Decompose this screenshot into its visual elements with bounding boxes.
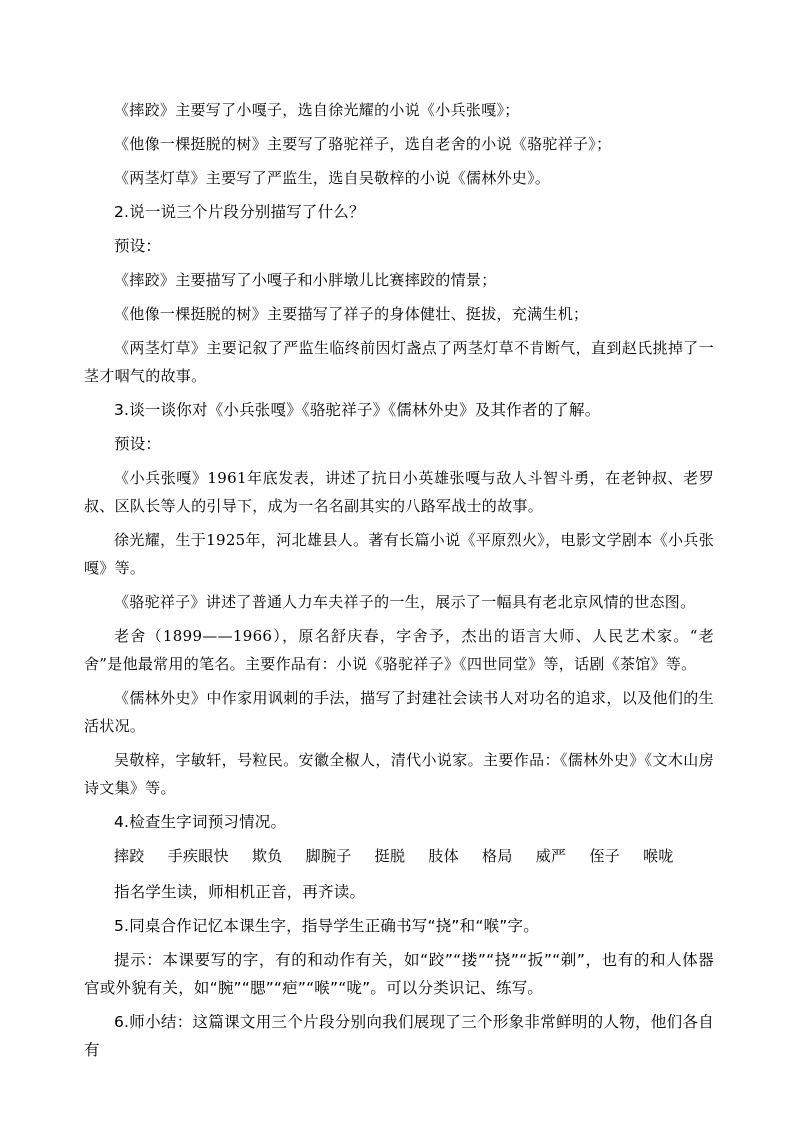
intro-xu-guangyao: 徐光耀，生于1925年，河北雄县人。著有长篇小说《平原烈火》，电影文学剧本《小兵张嘎》等。 (84, 531, 714, 577)
vocab-word: 威严 (535, 847, 567, 865)
reading-instruction: 指名学生读，师相机正音，再齐读。 (114, 883, 366, 901)
vocab-word: 挺脱 (374, 847, 406, 865)
intro-wu-jingzi: 吴敬梓，字敏轩，号粒民。安徽全椒人，清代小说家。主要作品：《儒林外史》《文木山房诗文集》等。 (84, 751, 714, 797)
intro-xiaobing-zhangga: 《小兵张嘎》1961年底发表，讲述了抗日小英雄张嘎与敌人斗智斗勇，在老钟叔、老罗叔、区队长等人的引导下，成为一名名副其实的八路军战士的故事。 (84, 469, 714, 515)
teacher-summary: 6.师小结：这篇课文用三个片段分别向我们展现了三个形象非常鲜明的人物，他们各自有 (84, 1013, 714, 1059)
answer-xiangzi: 《他像一棵挺脱的树》主要描写了祥子的身体健壮、挺拔，充满生机； (114, 305, 589, 323)
intro-rulin-waishi: 《儒林外史》中作家用讽刺的手法，描写了封建社会读书人对功名的追求，以及他们的生活状况。 (84, 689, 714, 735)
question-3: 3.谈一谈你对《小兵张嘎》《骆驼祥子》《儒林外史》及其作者的了解。 (114, 401, 601, 419)
paragraph-dengcao-summary: 《两茎灯草》主要写了严监生，选自吴敬梓的小说《儒林外史》。 (114, 169, 551, 187)
intro-lao-she: 老舍（1899——1966），原名舒庆春，字舍予，杰出的语言大师、人民艺术家。“老舍”是他最常用的笔名。主要作品有：小说《骆驼祥子》《四世同堂》等，话剧《茶馆》等。 (84, 627, 714, 673)
preset-label: 预设： (114, 237, 162, 255)
question-5: 5.同桌合作记忆本课生字，指导学生正确书写“挠”和“喉”字。 (114, 917, 539, 935)
vocab-word: 喉咙 (643, 847, 674, 865)
document-body (84, 96, 714, 1070)
question-4: 4.检查生字词预习情况。 (114, 813, 287, 831)
answer-shuaijiao: 《摔跤》主要描写了小嘎子和小胖墩儿比赛摔跤的情景； (114, 271, 497, 289)
vocab-word: 肢体 (428, 847, 459, 865)
paragraph-shuaijiao-summary: 《摔跤》主要写了小嘎子，选自徐光耀的小说《小兵张嘎》； (114, 101, 520, 119)
question-2: 2.说一说三个片段分别描写了什么？ (114, 203, 365, 221)
intro-luotuo-xiangzi: 《骆驼祥子》讲述了普通人力车夫祥子的一生，展示了一幅具有老北京风情的世态图。 (114, 593, 696, 611)
vocab-word: 欺负 (251, 847, 283, 865)
vocab-word: 格局 (482, 847, 513, 865)
answer-dengcao: 《两茎灯草》主要记叙了严监生临终前因灯盏点了两茎灯草不肯断气，直到赵氏挑掉了一茎才咽气的故事。 (84, 339, 714, 385)
vocab-list (114, 842, 714, 870)
hint-paragraph: 提示：本课要写的字，有的和动作有关，如“跤”“搂”“挠”“扳”“剃”，也有的和人体器官或外貌有关，如“腕”“腮”“疤”“喉”“咙”。可以分类识记、练写。 (84, 951, 714, 997)
vocab-word: 手疾眼快 (167, 847, 229, 865)
preset-label: 预设： (114, 435, 162, 453)
paragraph-xiangzi-summary: 《他像一棵挺脱的树》主要写了骆驼祥子，选自老舍的小说《骆驼祥子》； (114, 135, 612, 153)
vocab-word: 摔跤 (114, 847, 145, 865)
vocab-word: 脚腕子 (305, 847, 352, 865)
vocab-word: 侄子 (589, 847, 620, 865)
